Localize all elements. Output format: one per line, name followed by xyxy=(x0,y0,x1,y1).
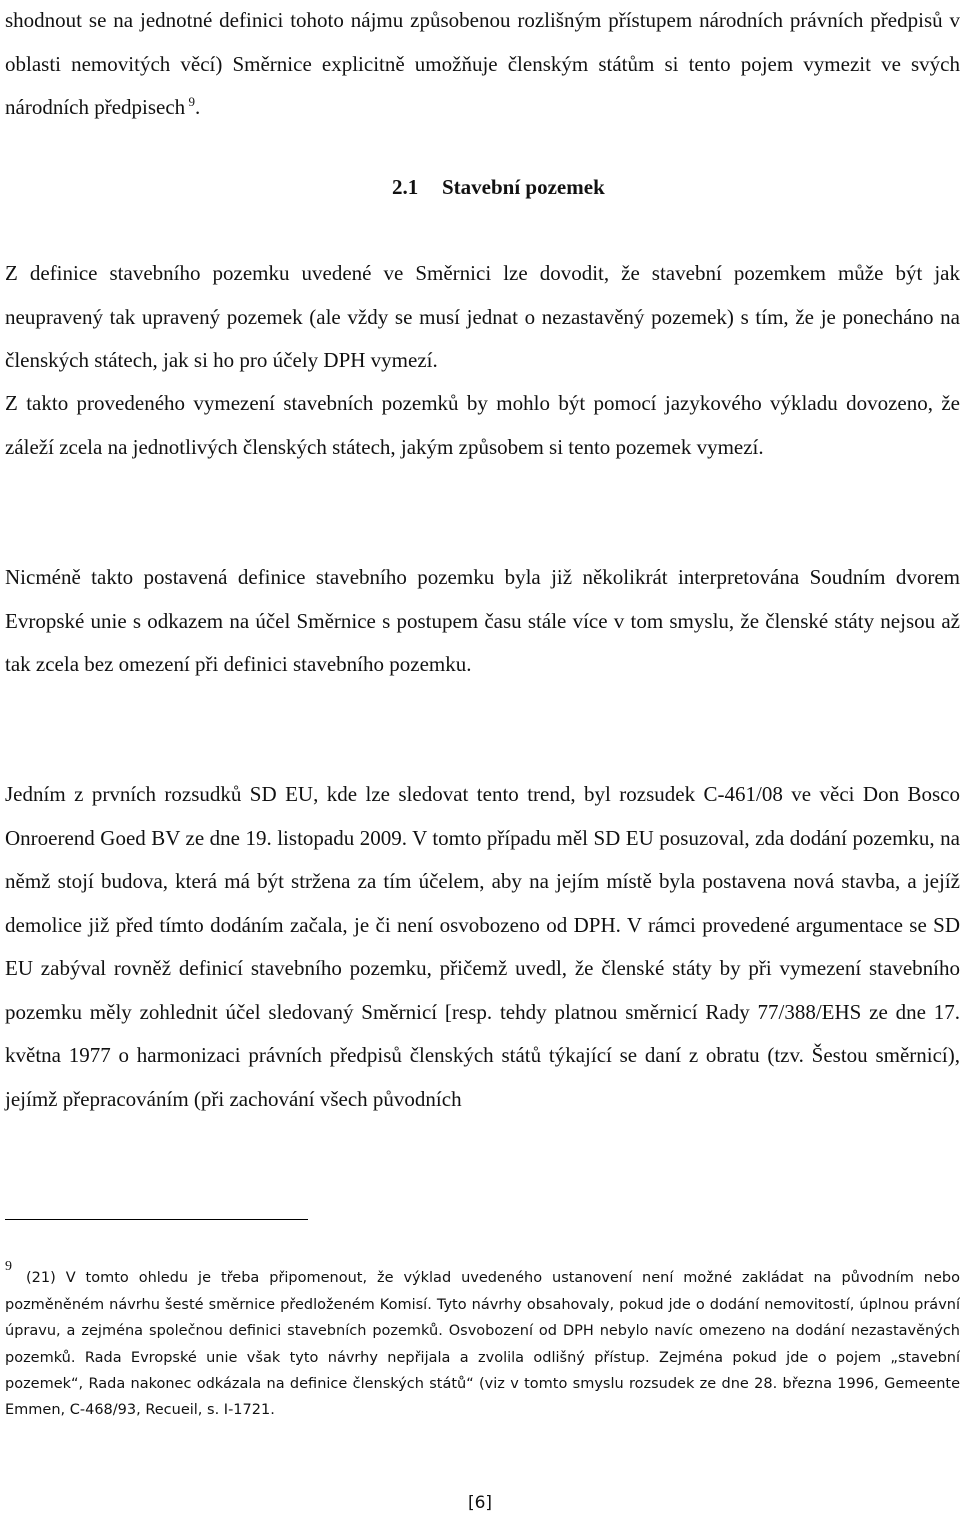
footnote-text: (21) V tomto ohledu je třeba připomenout, že výklad uvedeného ustanovení není možné zakládat na původním nebo pozměněném návrhu šesté směrnice předloženém Komisí. Tyto návrhy obsahovaly, pokud jde o dodání nemovitostí, úplnou právní úpravu, a zejména společnou definici stavebních pozemků. Osvobození od DPH nebylo navíc omezeno na dodání nezastavěných pozemků. Rada Evropské unie však tyto návrhy nepřijala a zvolila odlišný přístup. Zejména pokud jde o pojem „stavební pozemek“, Rada nakonec odkázala na definice členských států“ (viz v tomto smyslu rozsudek ze dne 28. března 1996, Gemeente Emmen, C-468/93, Recueil, s. I-1721. xyxy=(5,1270,960,1419)
footnote-reference[interactable]: 9 xyxy=(188,94,195,109)
intro-text: shodnout se na jednotné definici tohoto nájmu způsobenou rozlišným přístupem národních právních předpisů v oblasti nemovitých věcí) Směrnice explicitně umožňuje členským státům si tento pojem vymezit ve svých národních předpisech xyxy=(5,8,960,119)
paragraph-don-bosco: Jedním z prvních rozsudků SD EU, kde lze sledovat tento trend, byl rozsudek C-461/08 ve věci Don Bosco Onroerend Goed BV ze dne 19. listopadu 2009. V tomto případu měl SD EU posuzoval, zda dodání pozemku, na němž stojí budova, která má být stržena za tím účelem, aby na jejím místě byla postavena nová stavba, a jejíž demolice již před tímto dodáním začala, je či není osvobozeno od DPH. V rámci provedené argumentace se SD EU zabýval rovněž definicí stavebního pozemku, přičemž uvedl, že členské státy by při vymezení stavebního pozemku měly zohlednit účel sledovaný Směrnicí [resp. tehdy platnou směrnicí Rady 77/388/EHS ze dne 17. května 1977 o harmonizaci právních předpisů členských států týkající se daní z obratu (tzv. Šestou směrnicí), jejímž přepracováním (při zachování všech původních xyxy=(5,782,960,1111)
section-heading xyxy=(5,166,960,209)
page-number: [6] xyxy=(467,1493,493,1513)
paragraph-court-interpretation: Nicméně takto postavená definice stavebního pozemku byla již několikrát interpretována Soudním dvorem Evropské unie s odkazem na účel Směrnice s postupem času stále více v tom smyslu, že členské státy nejsou až tak zcela bez omezení při definici stavebního pozemku. xyxy=(5,565,960,676)
intro-paragraph xyxy=(5,0,960,130)
paragraph-interpretation: Z takto provedeného vymezení stavebních pozemků by mohlo být pomocí jazykového výkladu dovozeno, že záleží zcela na jednotlivých členských státech, jakým způsobem si tento pozemek vymezí. xyxy=(5,391,960,459)
paragraph-definition: Z definice stavebního pozemku uvedené ve Směrnici lze dovodit, že stavební pozemkem může být jak neupravený tak upravený pozemek (ale vždy se musí jednat o nezastavěný pozemek) s tím, že je ponecháno na členských státech, jak si ho pro účely DPH vymezí. xyxy=(5,261,960,372)
intro-end: . xyxy=(194,95,201,119)
footnote-separator xyxy=(5,1219,308,1220)
section-title: Stavební pozemek xyxy=(442,175,605,199)
footnote-mark: 9 xyxy=(5,1259,12,1274)
section-number: 2.1 xyxy=(392,175,419,199)
footnote xyxy=(5,1259,960,1423)
